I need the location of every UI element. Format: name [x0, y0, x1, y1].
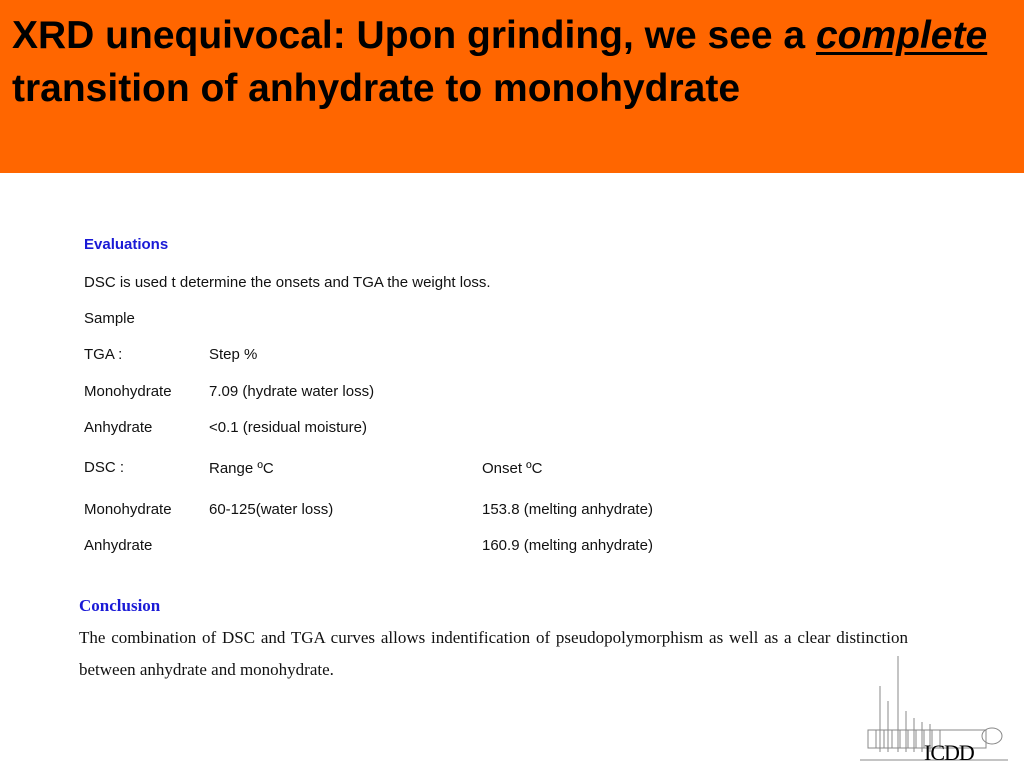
dsc-row-sample: Anhydrate	[84, 537, 153, 554]
conclusion-heading: Conclusion	[79, 596, 161, 615]
conclusion-text: The combination of DSC and TGA curves allows indentification of pseudopolymorphism as well as a clear distinction between anhydrate and monohydrate.	[79, 628, 908, 679]
icdd-logo-text: ICDD	[924, 740, 974, 765]
evaluations-intro: DSC is used t determine the onsets and TGA the weight loss.	[84, 274, 491, 291]
title-bar	[0, 0, 1024, 173]
tga-row-sample: Monohydrate	[84, 383, 172, 400]
evaluations-heading: Evaluations	[84, 236, 169, 253]
dsc-onset-header: Onset ºC	[482, 460, 543, 477]
tga-step-header: Step %	[209, 346, 258, 363]
slide-title	[12, 9, 1012, 115]
tga-row-step: 7.09 (hydrate water loss)	[209, 383, 375, 400]
tga-row-step: <0.1 (residual moisture)	[209, 419, 367, 436]
slide-title-part1: XRD unequivocal: Upon grinding, we see a	[12, 14, 816, 57]
slide-title-part2: transition of anhydrate to monohydrate	[12, 67, 741, 110]
conclusion-section	[79, 596, 929, 686]
dsc-label: DSC :	[84, 459, 125, 476]
dsc-row-onset: 160.9 (melting anhydrate)	[482, 537, 653, 554]
tga-label: TGA :	[84, 346, 123, 363]
dsc-row-range: 60-125(water loss)	[209, 501, 334, 518]
dsc-row-onset: 153.8 (melting anhydrate)	[482, 501, 653, 518]
tga-row-sample: Anhydrate	[84, 419, 153, 436]
slide-title-emphasis: complete	[815, 14, 988, 57]
sample-label: Sample	[84, 310, 135, 327]
dsc-row-sample: Monohydrate	[84, 501, 172, 518]
dsc-range-header: Range ºC	[209, 460, 274, 477]
